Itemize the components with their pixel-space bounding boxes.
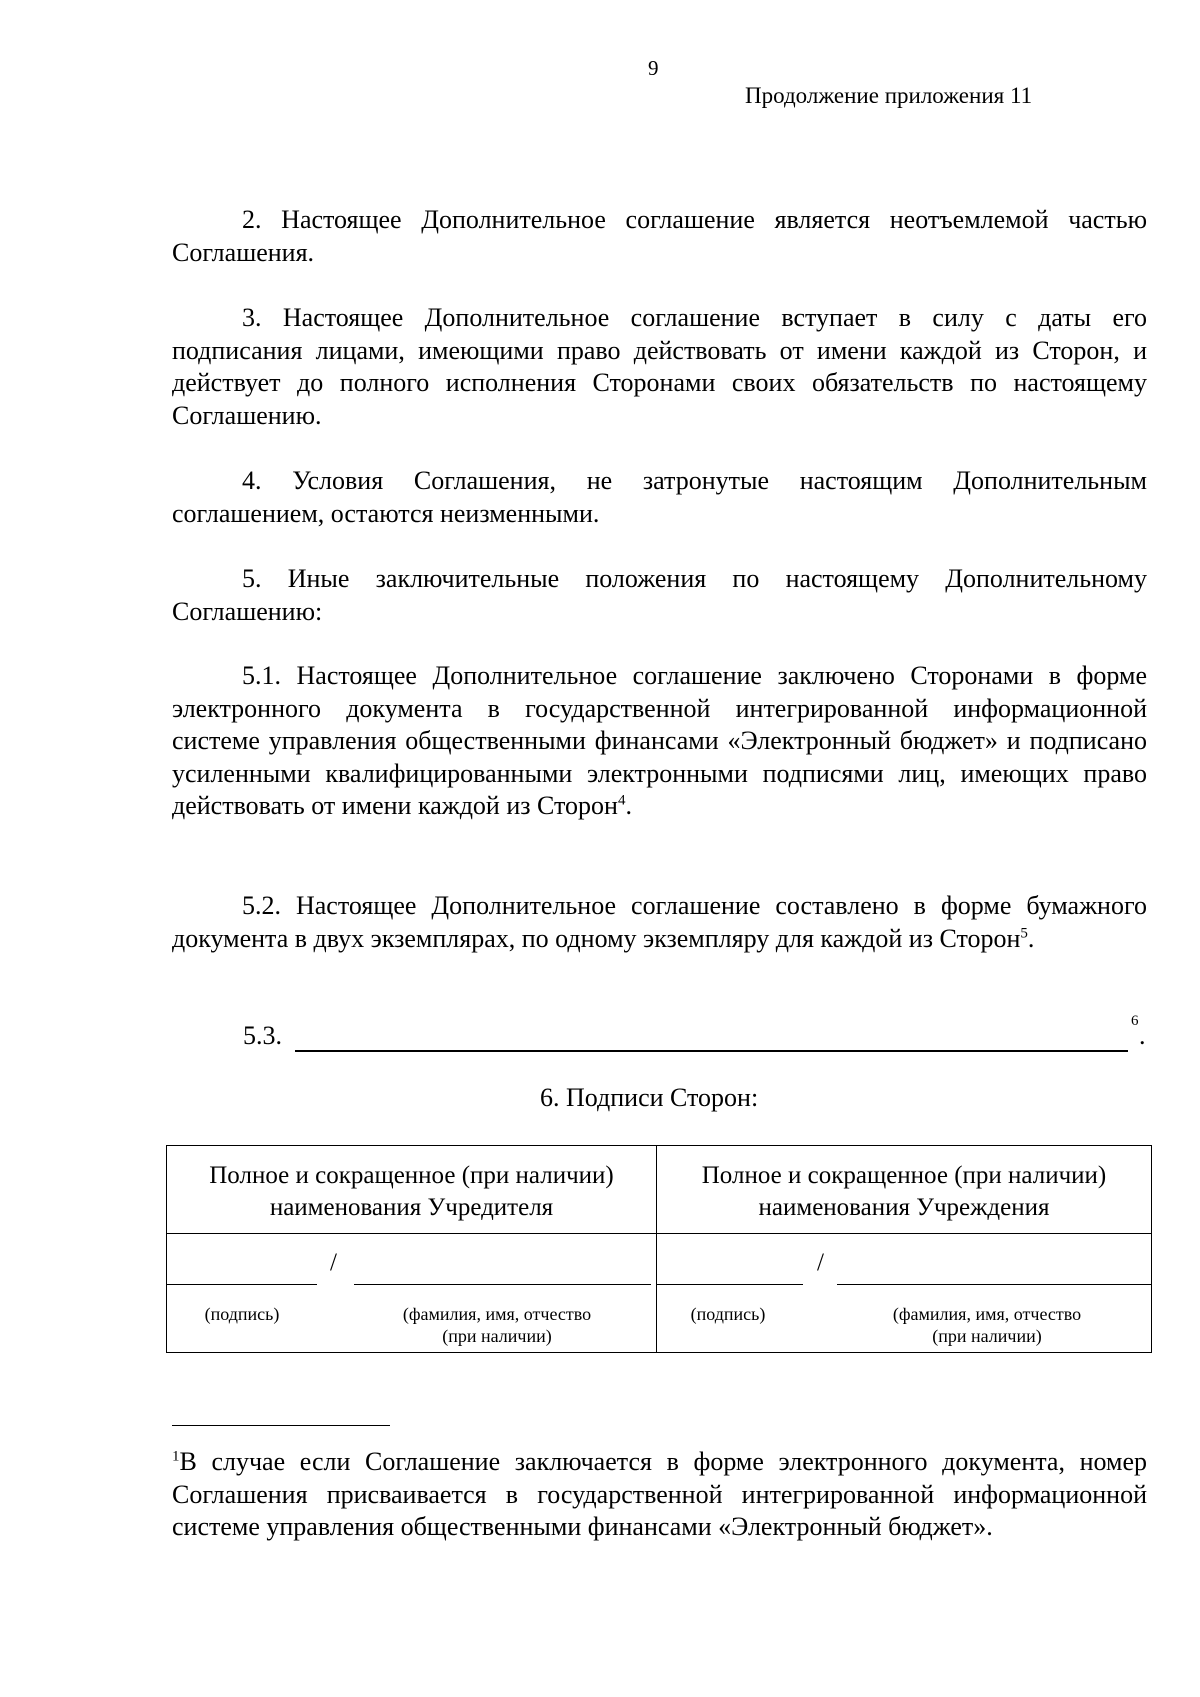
clause-5-3 bbox=[243, 1013, 1149, 1051]
footnote-ref-5: 5 bbox=[1020, 924, 1028, 941]
signatures-title: 6. Подписи Сторон: bbox=[540, 1083, 759, 1112]
clause-5 bbox=[172, 563, 1147, 628]
clause-4-text: 4. Условия Соглашения, не затронутые настоящим Дополнительным соглашением, остаются неизменными. bbox=[172, 466, 1147, 528]
footnote-ref-4: 4 bbox=[617, 792, 626, 809]
footnote-separator bbox=[172, 1425, 390, 1426]
founder-signature-caption: (подпись) bbox=[204, 1304, 280, 1324]
founder-fullname-caption-line2: (при наличии) bbox=[442, 1326, 552, 1346]
clause-2 bbox=[172, 204, 1147, 269]
founder-fullname-line bbox=[354, 1284, 651, 1285]
institution-signature-line bbox=[657, 1284, 803, 1285]
clause-5-2 bbox=[172, 890, 1147, 955]
clause-3-text: 3. Настоящее Дополнительное соглашение вступает в силу с даты его подписания лицами, имеющими право действовать от имени каждой из Сторон, и действует до полного исполнения Сторонами своих обязательств по настоящему Соглашению. bbox=[172, 303, 1147, 430]
page-number: 9 bbox=[648, 56, 659, 80]
clause-5-3-blank-line bbox=[295, 1050, 1128, 1052]
clause-3 bbox=[172, 302, 1147, 432]
institution-name-header: Полное и сокращенное (при наличии) наименования Учреждения bbox=[701, 1162, 1107, 1221]
clause-5-2-period: . bbox=[1027, 923, 1035, 953]
clause-2-text: 2. Настоящее Дополнительное соглашение является неотъемлемой частью Соглашения. bbox=[172, 205, 1147, 267]
institution-fullname-caption bbox=[867, 1303, 1107, 1347]
clause-5-1-period: . bbox=[625, 791, 632, 820]
table-row-divider bbox=[167, 1233, 1151, 1234]
institution-fullname-caption-line2: (при наличии) bbox=[932, 1326, 1042, 1346]
footnote-1-text: В случае если Соглашение заключается в форме электронного документа, номер Соглашения присваивается в государственной интегрированной информационной системе управления общественными финансами «Электронный бюджет». bbox=[172, 1447, 1147, 1541]
appendix-continuation-note: Продолжение приложения 11 bbox=[745, 83, 1033, 108]
clause-5-3-number: 5.3. bbox=[243, 1021, 282, 1050]
clause-5-1 bbox=[172, 660, 1147, 823]
clause-5-3-period: . bbox=[1139, 1021, 1146, 1050]
institution-fullname-line bbox=[837, 1284, 1151, 1285]
signatures-table bbox=[166, 1145, 1152, 1353]
institution-signature-caption: (подпись) bbox=[690, 1304, 766, 1324]
clause-5-text: 5. Иные заключительные положения по настоящему Дополнительному Соглашению: bbox=[172, 564, 1147, 626]
footnote-ref-6: 6 bbox=[1131, 1013, 1139, 1029]
founder-slash: / bbox=[330, 1249, 337, 1276]
founder-fullname-caption-line1: (фамилия, имя, отчество bbox=[402, 1304, 592, 1324]
institution-fullname-caption-line1: (фамилия, имя, отчество bbox=[892, 1304, 1082, 1324]
clause-5-1-text: 5.1. Настоящее Дополнительное соглашение заключено Сторонами в форме электронного документа в государственной интегрированной информационной системе управления общественными финансами «Электронный бюджет» и подписано усиленными квалифицированными электронными подписями лиц, имеющих право действовать от имени каждой из Сторон bbox=[172, 661, 1147, 820]
founder-signature-line bbox=[167, 1284, 317, 1285]
clause-5-2-text: 5.2. Настоящее Дополнительное соглашение составлено в форме бумажного документа в двух экземплярах, по одному экземпляру для каждой из Сторон bbox=[172, 891, 1147, 953]
institution-slash: / bbox=[817, 1249, 824, 1276]
founder-name-header: Полное и сокращенное (при наличии) наименования Учредителя bbox=[209, 1162, 614, 1221]
founder-fullname-caption bbox=[377, 1303, 617, 1347]
clause-4 bbox=[172, 465, 1147, 530]
footnote-1-mark: 1 bbox=[172, 1448, 180, 1465]
footnote-1 bbox=[172, 1446, 1147, 1544]
